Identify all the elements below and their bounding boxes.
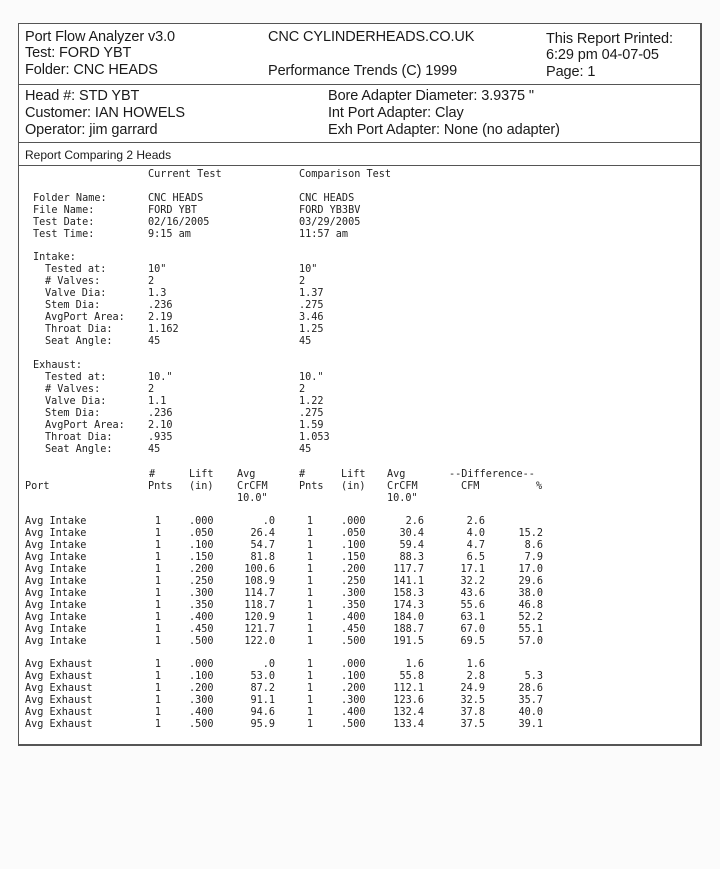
page-number: Page: 1 [546,64,596,80]
avg-cfm-cell: 122.0 [244,636,275,647]
spec-label: Valve Dia: [45,288,107,299]
diff-pct-cell: 40.0 [518,707,543,718]
avg-cfm2-cell: 59.4 [399,540,424,551]
avg-cfm-cell: 95.9 [250,719,275,730]
port-cell: Avg Intake [25,528,87,539]
spec-current-value: 9:15 am [148,229,191,240]
lift-cell: .000 [189,659,214,670]
exh-port-adapter: Exh Port Adapter: None (no adapter) [328,122,560,138]
lift2-cell: .400 [341,707,366,718]
th-pct: % [536,481,543,492]
spec-comparison-value: 11:57 am [299,229,349,240]
spec-label: Test Time: [33,229,95,240]
port-cell: Avg Intake [25,588,87,599]
avg-cfm2-cell: 174.3 [393,600,424,611]
port-cell: Avg Exhaust [25,671,93,682]
spec-comparison-value: 1.37 [299,288,324,299]
avg-cfm2-cell: 184.0 [393,612,424,623]
avg-cfm2-cell: 188.7 [393,624,424,635]
diff-cfm-cell: 4.0 [466,528,485,539]
spec-label: # Valves: [45,384,101,395]
pnts2-cell: 1 [306,576,313,587]
spec-label: AvgPort Area: [45,312,125,323]
pnts2-cell: 1 [306,528,313,539]
avg-cfm-cell: 26.4 [250,528,275,539]
spec-label: Tested at: [45,372,107,383]
th-avg2: Avg [387,469,406,480]
pnts2-cell: 1 [306,707,313,718]
avg-cfm2-cell: 112.1 [393,683,424,694]
spec-current-value: 2 [148,276,155,287]
pnts2-cell: 1 [306,636,313,647]
bore-adapter: Bore Adapter Diameter: 3.9375 " [328,88,534,104]
pnts2-cell: 1 [306,516,313,527]
flow-row [19,612,619,624]
avg-cfm-cell: 118.7 [244,600,275,611]
report-title: Report Comparing 2 Heads [25,148,172,162]
avg-cfm-cell: .0 [262,659,275,670]
th-lift-unit2: (in) [341,481,366,492]
th-cfm: CFM [461,481,480,492]
lift2-cell: .450 [341,624,366,635]
avg-cfm-cell: 108.9 [244,576,275,587]
lift2-cell: .050 [341,528,366,539]
port-cell: Avg Intake [25,624,87,635]
avg-cfm2-cell: 88.3 [399,552,424,563]
flow-row [19,671,619,683]
pnts2-cell: 1 [306,659,313,670]
spec-current-value: 02/16/2005 [148,217,210,228]
diff-pct-cell: 55.1 [518,624,543,635]
lift-cell: .300 [189,588,214,599]
lift-cell: .200 [189,683,214,694]
diff-cfm-cell: 32.2 [460,576,485,587]
pnts-cell: 1 [154,659,161,670]
pnts-cell: 1 [154,683,161,694]
spec-current-value: 1.162 [148,324,179,335]
port-cell: Avg Exhaust [25,707,93,718]
lift-cell: .250 [189,576,214,587]
pnts-cell: 1 [154,516,161,527]
spec-current-value: 45 [148,444,161,455]
spec-current-value: 10" [148,264,167,275]
port-cell: Avg Intake [25,552,87,563]
th-pnts-hash2: # [299,469,306,480]
intake-title: Intake: [33,252,76,263]
diff-pct-cell: 38.0 [518,588,543,599]
avg-cfm-cell: .0 [262,516,275,527]
lift2-cell: .300 [341,695,366,706]
flow-row [19,719,619,731]
diff-pct-cell: 7.9 [524,552,543,563]
diff-cfm-cell: 17.1 [460,564,485,575]
lift2-cell: .200 [341,564,366,575]
int-port-adapter: Int Port Adapter: Clay [328,105,464,121]
report-sheet [18,23,702,746]
diff-cfm-cell: 2.8 [466,671,485,682]
pnts-cell: 1 [154,707,161,718]
header-divider [19,84,700,85]
lift-cell: .100 [189,540,214,551]
lift2-cell: .000 [341,659,366,670]
th-avg: Avg [237,469,256,480]
pnts-cell: 1 [154,671,161,682]
test-name: Test: FORD YBT [25,45,132,61]
flow-row [19,576,619,588]
pnts2-cell: 1 [306,719,313,730]
flow-row [19,659,619,671]
diff-pct-cell: 17.0 [518,564,543,575]
company-name: CNC CYLINDERHEADS.CO.UK [268,29,475,45]
spec-label: AvgPort Area: [45,420,125,431]
spec-label: Seat Angle: [45,336,113,347]
lift2-cell: .250 [341,576,366,587]
port-cell: Avg Intake [25,600,87,611]
flow-row [19,695,619,707]
spec-current-value: .236 [148,408,173,419]
spec-current-value: FORD YBT [148,205,198,216]
current-test-heading: Current Test [148,169,222,180]
comparison-test-heading: Comparison Test [299,169,392,180]
app-title: Port Flow Analyzer v3.0 [25,29,176,45]
th-depression2: 10.0" [387,493,418,504]
th-crcfm2: CrCFM [387,481,418,492]
diff-cfm-cell: 6.5 [466,552,485,563]
flow-row [19,636,619,648]
lift-cell: .400 [189,612,214,623]
diff-cfm-cell: 1.6 [466,659,485,670]
diff-cfm-cell: 32.5 [460,695,485,706]
diff-cfm-cell: 55.6 [460,600,485,611]
pnts2-cell: 1 [306,612,313,623]
lift2-cell: .300 [341,588,366,599]
port-cell: Avg Intake [25,564,87,575]
avg-cfm2-cell: 55.8 [399,671,424,682]
pnts-cell: 1 [154,576,161,587]
diff-pct-cell: 52.2 [518,612,543,623]
avg-cfm2-cell: 132.4 [393,707,424,718]
operator: Operator: jim garrard [25,122,158,138]
pnts2-cell: 1 [306,552,313,563]
port-cell: Avg Intake [25,612,87,623]
avg-cfm2-cell: 133.4 [393,719,424,730]
pnts2-cell: 1 [306,600,313,611]
port-cell: Avg Exhaust [25,683,93,694]
spec-label: Stem Dia: [45,300,101,311]
pnts2-cell: 1 [306,683,313,694]
port-cell: Avg Intake [25,540,87,551]
spec-label: Test Date: [33,217,95,228]
exhaust-title: Exhaust: [33,360,83,371]
spec-current-value: 10." [148,372,173,383]
pnts-cell: 1 [154,528,161,539]
spec-label: Valve Dia: [45,396,107,407]
lift2-cell: .200 [341,683,366,694]
lift-cell: .100 [189,671,214,682]
th-pnts2: Pnts [299,481,324,492]
copyright: Performance Trends (C) 1999 [268,63,458,79]
th-difference: --Difference-- [449,469,535,480]
spec-current-value: 2.10 [148,420,173,431]
lift2-cell: .350 [341,600,366,611]
lift-cell: .450 [189,624,214,635]
port-cell: Avg Exhaust [25,695,93,706]
port-cell: Avg Exhaust [25,719,93,730]
port-cell: Avg Intake [25,636,87,647]
spec-current-value: 2.19 [148,312,173,323]
diff-cfm-cell: 67.0 [460,624,485,635]
spec-comparison-value: FORD YB3BV [299,205,361,216]
diff-cfm-cell: 63.1 [460,612,485,623]
lift2-cell: .100 [341,671,366,682]
spec-comparison-value: 03/29/2005 [299,217,361,228]
avg-cfm-cell: 121.7 [244,624,275,635]
spec-comparison-value: 1.22 [299,396,324,407]
lift2-cell: .400 [341,612,366,623]
lift-cell: .150 [189,552,214,563]
pnts2-cell: 1 [306,695,313,706]
th-depression: 10.0" [237,493,268,504]
flow-row [19,564,619,576]
printed-label: This Report Printed: [546,31,673,47]
customer: Customer: IAN HOWELS [25,105,185,121]
th-crcfm: CrCFM [237,481,268,492]
info-divider [19,142,700,143]
avg-cfm2-cell: 191.5 [393,636,424,647]
spec-current-value: 1.1 [148,396,167,407]
avg-cfm2-cell: 117.7 [393,564,424,575]
lift-cell: .400 [189,707,214,718]
spec-comparison-value: 45 [299,336,312,347]
pnts2-cell: 1 [306,624,313,635]
spec-label: # Valves: [45,276,101,287]
th-lift: Lift [189,469,214,480]
spec-comparison-value: 2 [299,384,306,395]
spec-label: Throat Dia: [45,432,113,443]
lift-cell: .500 [189,636,214,647]
pnts2-cell: 1 [306,588,313,599]
pnts-cell: 1 [154,552,161,563]
pnts-cell: 1 [154,695,161,706]
avg-cfm-cell: 91.1 [250,695,275,706]
diff-pct-cell: 46.8 [518,600,543,611]
diff-pct-cell: 28.6 [518,683,543,694]
diff-cfm-cell: 69.5 [460,636,485,647]
head-number: Head #: STD YBT [25,88,140,104]
diff-pct-cell: 15.2 [518,528,543,539]
lift2-cell: .000 [341,516,366,527]
spec-current-value: CNC HEADS [148,193,204,204]
flow-row [19,707,619,719]
avg-cfm-cell: 87.2 [250,683,275,694]
th-lift2: Lift [341,469,366,480]
lift2-cell: .500 [341,719,366,730]
pnts-cell: 1 [154,540,161,551]
printed-time: 6:29 pm 04-07-05 [546,47,659,63]
avg-cfm-cell: 100.6 [244,564,275,575]
pnts-cell: 1 [154,636,161,647]
flow-row [19,600,619,612]
flow-row [19,540,619,552]
avg-cfm-cell: 53.0 [250,671,275,682]
diff-pct-cell: 29.6 [518,576,543,587]
flow-row [19,552,619,564]
spec-comparison-value: .275 [299,300,324,311]
spec-label: Seat Angle: [45,444,113,455]
pnts-cell: 1 [154,624,161,635]
spec-comparison-value: 10" [299,264,318,275]
th-port: Port [25,481,50,492]
lift-cell: .000 [189,516,214,527]
spec-current-value: .236 [148,300,173,311]
flow-row [19,683,619,695]
diff-pct-cell: 8.6 [524,540,543,551]
flow-row [19,516,619,528]
avg-cfm2-cell: 123.6 [393,695,424,706]
spec-comparison-value: 45 [299,444,312,455]
pnts-cell: 1 [154,719,161,730]
spec-current-value: 2 [148,384,155,395]
avg-cfm-cell: 94.6 [250,707,275,718]
pnts-cell: 1 [154,588,161,599]
pnts2-cell: 1 [306,671,313,682]
diff-cfm-cell: 37.8 [460,707,485,718]
spec-comparison-value: 1.59 [299,420,324,431]
port-cell: Avg Intake [25,576,87,587]
spec-comparison-value: 2 [299,276,306,287]
spec-comparison-value: 1.25 [299,324,324,335]
spec-comparison-value: .275 [299,408,324,419]
spec-label: File Name: [33,205,95,216]
flow-row [19,624,619,636]
avg-cfm-cell: 120.9 [244,612,275,623]
diff-cfm-cell: 4.7 [466,540,485,551]
pnts2-cell: 1 [306,564,313,575]
spec-label: Throat Dia: [45,324,113,335]
pnts2-cell: 1 [306,540,313,551]
port-cell: Avg Exhaust [25,659,93,670]
lift-cell: .500 [189,719,214,730]
flow-row [19,588,619,600]
avg-cfm2-cell: 30.4 [399,528,424,539]
avg-cfm-cell: 114.7 [244,588,275,599]
spec-current-value: 45 [148,336,161,347]
diff-cfm-cell: 37.5 [460,719,485,730]
avg-cfm2-cell: 158.3 [393,588,424,599]
folder-name: Folder: CNC HEADS [25,62,158,78]
avg-cfm2-cell: 2.6 [405,516,424,527]
spec-current-value: 1.3 [148,288,167,299]
port-cell: Avg Intake [25,516,87,527]
lift-cell: .050 [189,528,214,539]
lift-cell: .350 [189,600,214,611]
spec-comparison-value: CNC HEADS [299,193,355,204]
spec-label: Tested at: [45,264,107,275]
avg-cfm-cell: 54.7 [250,540,275,551]
diff-cfm-cell: 24.9 [460,683,485,694]
diff-pct-cell: 57.0 [518,636,543,647]
avg-cfm2-cell: 141.1 [393,576,424,587]
diff-cfm-cell: 2.6 [466,516,485,527]
spec-comparison-value: 10." [299,372,324,383]
diff-pct-cell: 35.7 [518,695,543,706]
diff-pct-cell: 5.3 [524,671,543,682]
pnts-cell: 1 [154,612,161,623]
spec-label: Stem Dia: [45,408,101,419]
flow-row [19,528,619,540]
lift-cell: .300 [189,695,214,706]
th-pnts: Pnts [148,481,173,492]
pnts-cell: 1 [154,600,161,611]
avg-cfm-cell: 81.8 [250,552,275,563]
spec-label: Folder Name: [33,193,107,204]
lift2-cell: .500 [341,636,366,647]
diff-cfm-cell: 43.6 [460,588,485,599]
spec-current-value: .935 [148,432,173,443]
spec-comparison-value: 3.46 [299,312,324,323]
title-divider [19,165,700,166]
spec-comparison-value: 1.053 [299,432,330,443]
avg-cfm2-cell: 1.6 [405,659,424,670]
th-pnts-hash: # [149,469,156,480]
lift-cell: .200 [189,564,214,575]
lift2-cell: .100 [341,540,366,551]
pnts-cell: 1 [154,564,161,575]
lift2-cell: .150 [341,552,366,563]
th-lift-unit: (in) [189,481,214,492]
diff-pct-cell: 39.1 [518,719,543,730]
